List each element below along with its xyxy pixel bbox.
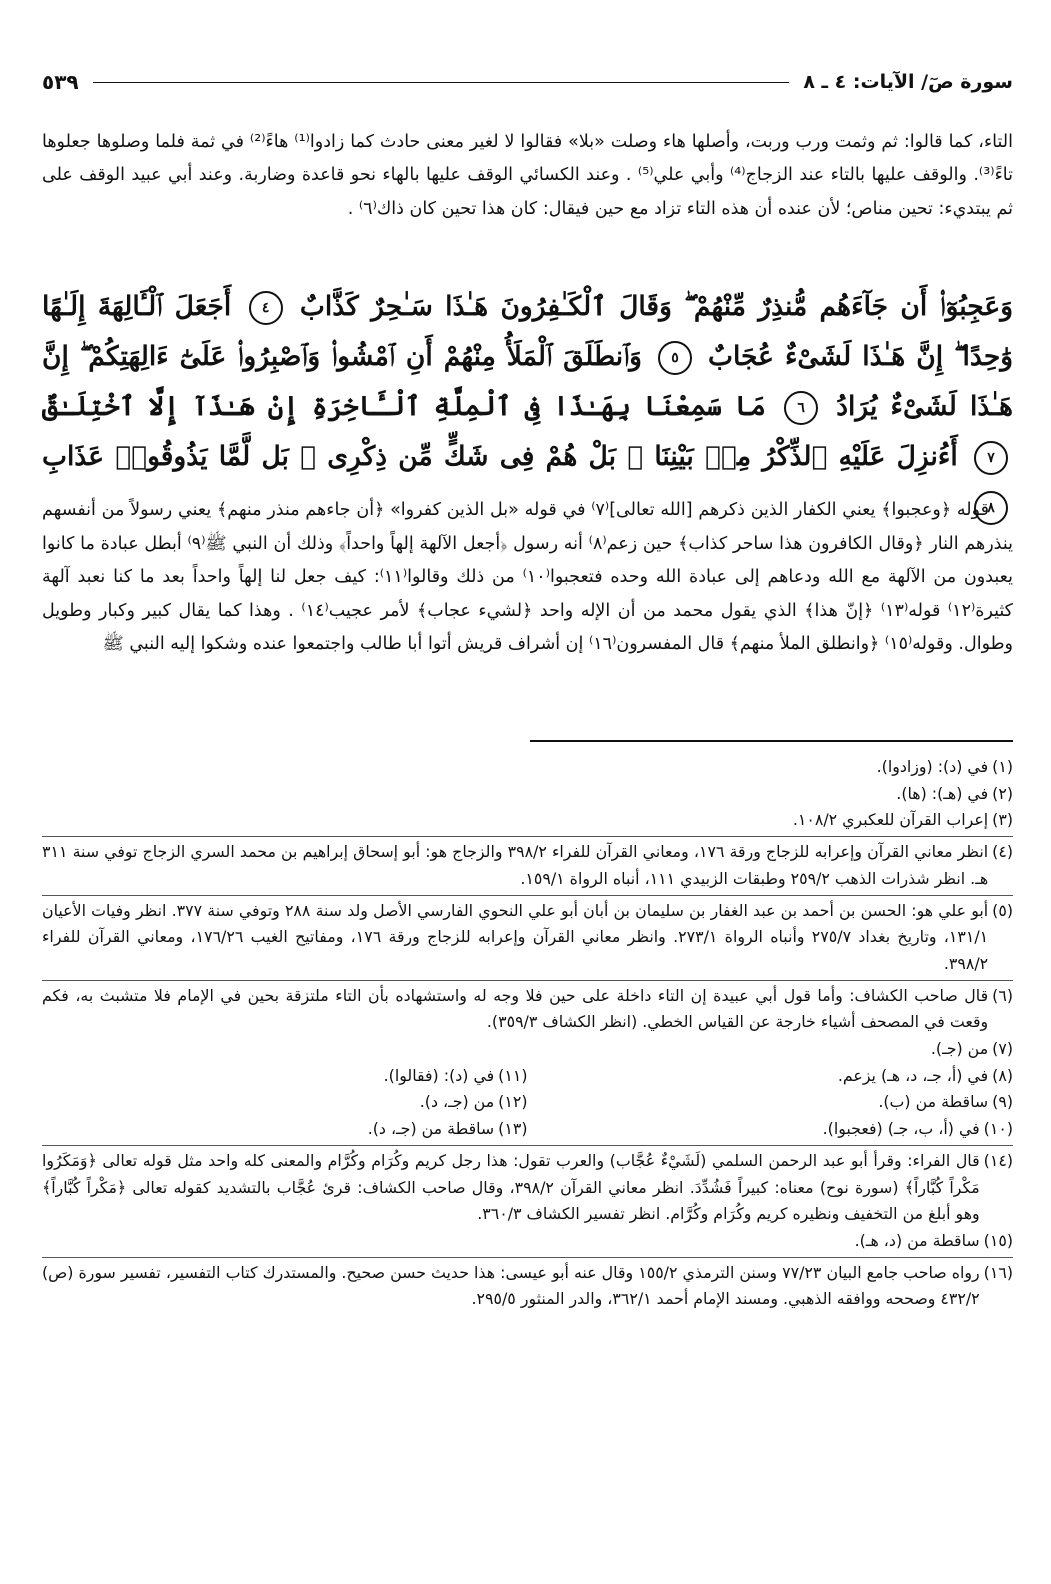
commentary-section — [42, 494, 1013, 662]
footnote-divider — [42, 1257, 1013, 1258]
ayah-number-8: ٨ — [974, 491, 1008, 525]
header-rule — [93, 82, 790, 83]
footnotes — [42, 754, 1013, 1313]
footnote-9: (٩) ساقطة من (ب). — [878, 1092, 1013, 1112]
ayah-number-5: ٥ — [658, 341, 692, 375]
footnote-divider — [42, 980, 1013, 981]
ayah-number-6: ٦ — [784, 391, 818, 425]
footnote-divider — [42, 836, 1013, 837]
footnote-2: (٢) في (هـ): (ها). — [896, 783, 1013, 803]
footnote-10: (١٠) في (أ، ب، جـ) (فعجبوا). — [822, 1119, 1013, 1139]
footnote-separator — [530, 740, 1013, 742]
verse-6: وَٱنطَلَقَ ٱلْمَلَأُ مِنْهُمْ أَنِ ٱمْشُوا۟ وَٱصْبِرُوا۟ عَلَىٰٓ ءَالِهَتِكُمْ ۖ إِنَّ هَـٰذَا لَشَىْءٌ يُرَادُ — [42, 341, 1013, 422]
footnote-row-10-13 — [42, 1116, 1013, 1143]
footnote-5: (٥) أبو علي هو: الحسن بن أحمد بن عبد الغفار بن سليمان بن أبان أبو علي النحوي الفارسي الأصل ولد سنة ٢٨٨ وتوفي سنة ٣٧٧. انظر وفيات الأعيان ١٣١/١، وتاريخ بغداد ٢٧٥/٧ وأنباه الرواة ٢٧٣/١. وانظر معاني القرآن وإعرابه للزجاج ورقة ١٧٦، ومفاتيح الغيب ١٧٦/٢٦، ومعاني القرآن للفراء ٣٩٨/٢. — [42, 900, 1013, 973]
page-number: ٥٣٩ — [42, 70, 79, 94]
verse-8: أَءُنزِلَ عَلَيْهِ ٱلذِّكْرُ مِنۢ بَيْنِنَا ۚ بَلْ هُمْ فِى شَكٍّ مِّن ذِكْرِى ۖ بَل لَّمَّا يَذُوقُوا۟ عَذَابِ — [42, 441, 958, 472]
footnote-12: (١٢) من (جـ، د). — [419, 1092, 528, 1112]
verse-5: أَجَعَلَ ٱلْـَٔالِهَةَ إِلَـٰهًا وَٰحِدًا ۖ إِنَّ هَـٰذَا لَشَىْءٌ عُجَابٌ — [42, 291, 1013, 372]
footnote-divider — [42, 895, 1013, 896]
footnote-4: (٤) انظر معاني القرآن وإعرابه للزجاج ورقة ١٧٦، ومعاني القرآن للفراء ٣٩٨/٢ والزجاج هو: أبو إسحاق إبراهيم بن محمد السري الزجاج توفي سنة ٣١١ هـ. انظر شذرات الذهب ٢٥٩/٢ وطبقات الزبيدي ١١١، أنباه الرواة ١٥٩/١. — [42, 842, 1013, 888]
footnote-1: (١) في (د): (وزادوا). — [876, 757, 1013, 776]
footnote-row-9-12 — [42, 1089, 1013, 1116]
footnote-divider — [42, 1145, 1013, 1146]
ayah-number-4: ٤ — [249, 291, 283, 325]
footnote-13: (١٣) ساقطة من (جـ، د). — [367, 1119, 528, 1139]
running-header — [42, 62, 1013, 102]
ayah-number-7: ٧ — [974, 441, 1008, 475]
intro-paragraph: التاء، كما قالوا: ثم وثمت ورب وربت، وأصلها هاء وصلت «بلا» فقالوا لا لغير معنى حادث كما زادوا⁽¹⁾ هاءً⁽²⁾ في ثمة فلما وصلوها جعلوها تاءً⁽³⁾. والوقف عليها بالتاء عند الزجاج⁽⁴⁾ وأبي علي⁽⁵⁾ . وعند الكسائي الوقف عليها بالهاء نحو قاعدة وضاربة. وعند أبي عبيد الوقف على ثم يبتديء: تحين مناص؛ لأن عنده أن هذه التاء تزاد مع حين فيقال: كان هذا تحين كان ذاك⁽٦⁾ . — [42, 132, 1013, 219]
verse-4: وَعَجِبُوٓا۟ أَن جَآءَهُم مُّنذِرٌ مِّنْهُمْ ۖ وَقَالَ ٱلْكَـٰفِرُونَ هَـٰذَا سَـٰحِرٌ كَذَّابٌ — [299, 291, 1014, 322]
footnote-8: (٨) في (أ، جـ، د، هـ) يزعم. — [837, 1065, 1013, 1085]
footnote-6: (٦) قال صاحب الكشاف: وأما قول أبي عبيدة إن التاء داخلة على حين فلا وجه له واستشهاده بأن التاء ملتزقة بحين في الإمام فلا متشبث به، فكم وقعت في المصحف أشياء خارجة عن القياس الخطي. (انظر الكشاف ٣٥٩/٣). — [42, 985, 1013, 1032]
footnote-16: (١٦) رواه صاحب جامع البيان ٧٧/٢٣ وسنن الترمذي ١٥٥/٢ وقال عنه أبو عيسى: هذا حديث حسن صحيح. والمستدرك كتاب التفسير، تفسير سورة (ص) ٤٣٢/٢ وصححه ووافقه الذهبي. ومسند الإمام أحمد ٣٦٢/١، والدر المنثور ٢٩٥/٥. — [42, 1262, 1013, 1309]
footnote-7: (٧) من (جـ). — [930, 1039, 1013, 1059]
footnote-3: (٣) إعراب القرآن للعكبري ١٠٨/٢. — [792, 810, 1013, 830]
verse-7: مَا سَمِعْنَا بِهَـٰذَا فِى ٱلْمِلَّةِ ٱلْـَٔاخِرَةِ إِنْ هَـٰذَآ إِلَّا ٱخْتِلَـٰقٌ — [42, 391, 766, 422]
footnote-14: (١٤) قال الفراء: وقرأ أبو عبد الرحمن السلمي (لَشَيْءٌ عُجَّاب) والعرب تقول: هذا رجل كريم وكُرَام وكُرَّام والمعنى كله واحد مثل قوله تعالى ﴿وَمَكَرُوا مَكْراً كُبَّاراً﴾ (سورة نوح) معناه: كبيراً فَشُدِّدَ. انظر معاني القرآن ٣٩٨/٢، وقال صاحب الكشاف: قرئ عُجَّاب بالتشديد كقوله تعالى ﴿مَكْراً كُبَّاراً﴾ وهو أبلغ من التخفيف ونظيره كريم وكُرَام وكُرَّام. انظر تفسير الكشاف ٣٦٠/٣. — [42, 1150, 1013, 1224]
footnote-11: (١١) في (د): (فقالوا). — [383, 1065, 528, 1085]
commentary-paragraph: قوله ﴿وعجبوا﴾ يعني الكفار الذين ذكرهم [الله تعالى]⁽٧⁾ في قوله «بل الذين كفروا» ﴿أن جاءهم منذر منهم﴾ يعني رسولاً من أنفسهم ينذرهم النار ﴿وقال الكافرون هذا ساحر كذاب﴾ حين زعم⁽٨⁾ أنه رسول ﴿أجعل الآلهة إلهاً واحداً﴾ وذلك أن النبي ﷺ⁽٩⁾ أبطل عبادة ما كانوا يعبدون من الآلهة مع الله ودعاهم إلى عبادة الله وحده فتعجبوا⁽١٠⁾ من ذلك وقالوا⁽١١⁾: كيف جعل لنا إلهاً واحداً بعد ما كنا نعبد آلهة كثيرة⁽١٢⁾ قوله⁽١٣⁾ ﴿إنّ هذا﴾ الذي يقول محمد من أن الإله واحد ﴿لشيء عجاب﴾ لأمر عجيب⁽١٤⁾ . وهذا كما يقال كبير وكبار وطويل وطوال. وقوله⁽١٥⁾ ﴿وانطلق الملأ منهم﴾ قال المفسرون⁽١٦⁾ إن أشراف قريش أتوا أبا طالب واجتمعوا عنده وشكوا إليه النبي ﷺ — [42, 500, 1013, 654]
surah-title: سورة صٓ/ الآيات: ٤ ـ ٨ — [803, 71, 1013, 93]
footnote-row-8-11 — [42, 1063, 1013, 1090]
footnote-15: (١٥) ساقطة من (د، هـ). — [854, 1230, 1013, 1250]
